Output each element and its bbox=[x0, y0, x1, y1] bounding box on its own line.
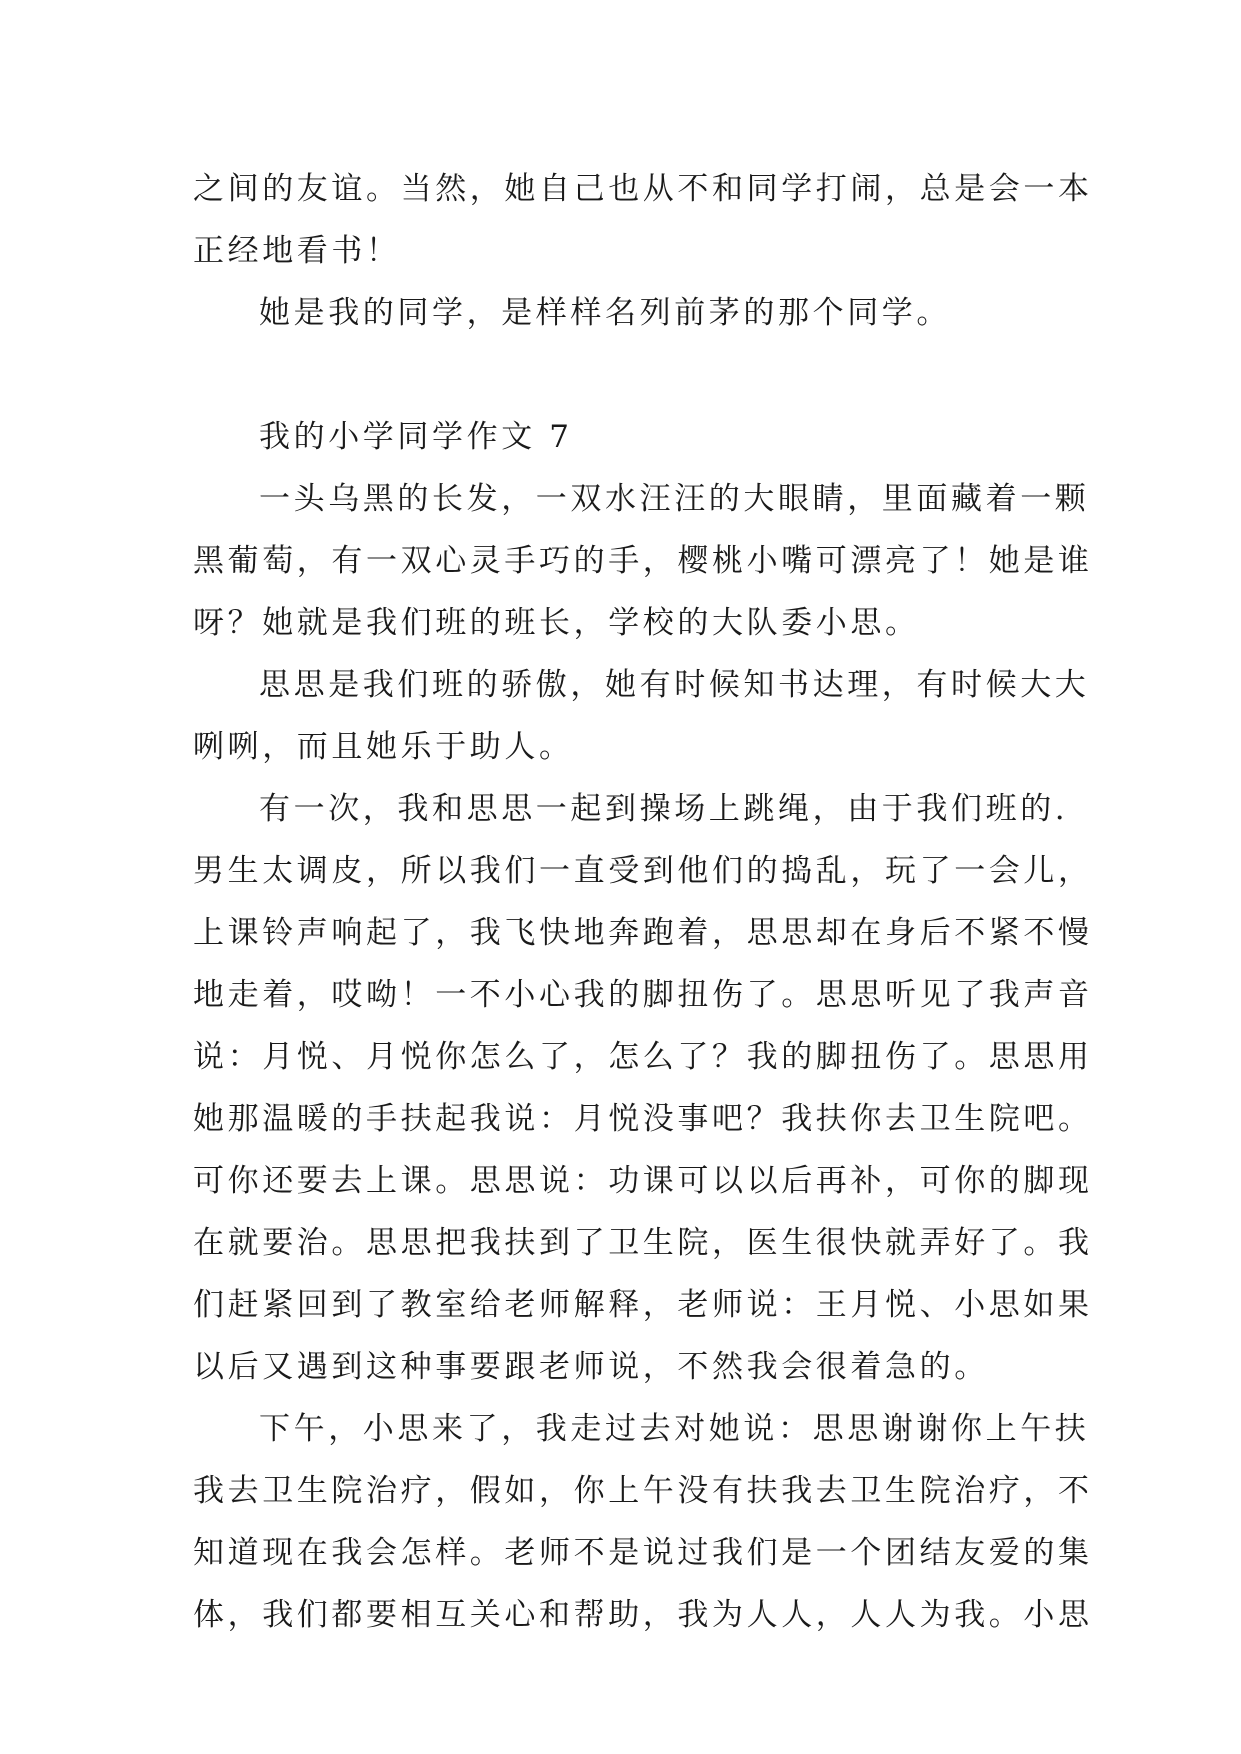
text-line: 咧咧，而且她乐于助人。 bbox=[193, 729, 574, 765]
essay-text bbox=[193, 158, 1093, 1646]
text-line: 黑葡萄，有一双心灵手巧的手，樱桃小嘴可漂亮了！她是谁 bbox=[193, 543, 1093, 579]
text-line: 之间的友谊。当然，她自己也从不和同学打闹，总是会一本 bbox=[193, 171, 1093, 207]
text-line: 知道现在我会怎样。老师不是说过我们是一个团结友爱的集 bbox=[193, 1535, 1093, 1571]
text-line: 在就要治。思思把我扶到了卫生院，医生很快就弄好了。我 bbox=[193, 1225, 1093, 1261]
paragraph-start-line: 下午，小思来了，我走过去对她说：思思谢谢你上午扶 bbox=[259, 1411, 1090, 1447]
text-line: 我去卫生院治疗，假如，你上午没有扶我去卫生院治疗，不 bbox=[193, 1473, 1093, 1509]
text-line: 可你还要去上课。思思说：功课可以以后再补，可你的脚现 bbox=[193, 1163, 1093, 1199]
text-line: 上课铃声响起了，我飞快地奔跑着，思思却在身后不紧不慢 bbox=[193, 915, 1093, 951]
paragraph-start-line: 思思是我们班的骄傲，她有时候知书达理，有时候大大 bbox=[259, 667, 1090, 703]
section-heading: 我的小学同学作文 7 bbox=[259, 419, 573, 455]
paragraph-start-line: 有一次，我和思思一起到操场上跳绳，由于我们班的. bbox=[259, 791, 1069, 827]
text-line: 地走着，哎呦！一不小心我的脚扭伤了。思思听见了我声音 bbox=[193, 977, 1093, 1013]
text-line: 她那温暖的手扶起我说：月悦没事吧？我扶你去卫生院吧。 bbox=[193, 1101, 1093, 1137]
text-line: 男生太调皮，所以我们一直受到他们的捣乱，玩了一会儿， bbox=[193, 853, 1093, 889]
text-line: 以后又遇到这种事要跟老师说，不然我会很着急的。 bbox=[193, 1349, 989, 1385]
paragraph-start-line: 一头乌黑的长发，一双水汪汪的大眼睛，里面藏着一颗 bbox=[259, 481, 1090, 517]
text-line: 们赶紧回到了教室给老师解释，老师说：王月悦、小思如果 bbox=[193, 1287, 1093, 1323]
text-line: 说：月悦、月悦你怎么了，怎么了？我的脚扭伤了。思思用 bbox=[193, 1039, 1093, 1075]
paragraph-gap bbox=[193, 344, 1073, 406]
text-line: 呀？她就是我们班的班长，学校的大队委小思。 bbox=[193, 605, 920, 641]
text-line: 正经地看书！ bbox=[193, 233, 401, 269]
text-line: 体，我们都要相互关心和帮助，我为人人，人人为我。小思 bbox=[193, 1597, 1093, 1633]
paragraph-start-line: 她是我的同学，是样样名列前茅的那个同学。 bbox=[259, 295, 951, 331]
